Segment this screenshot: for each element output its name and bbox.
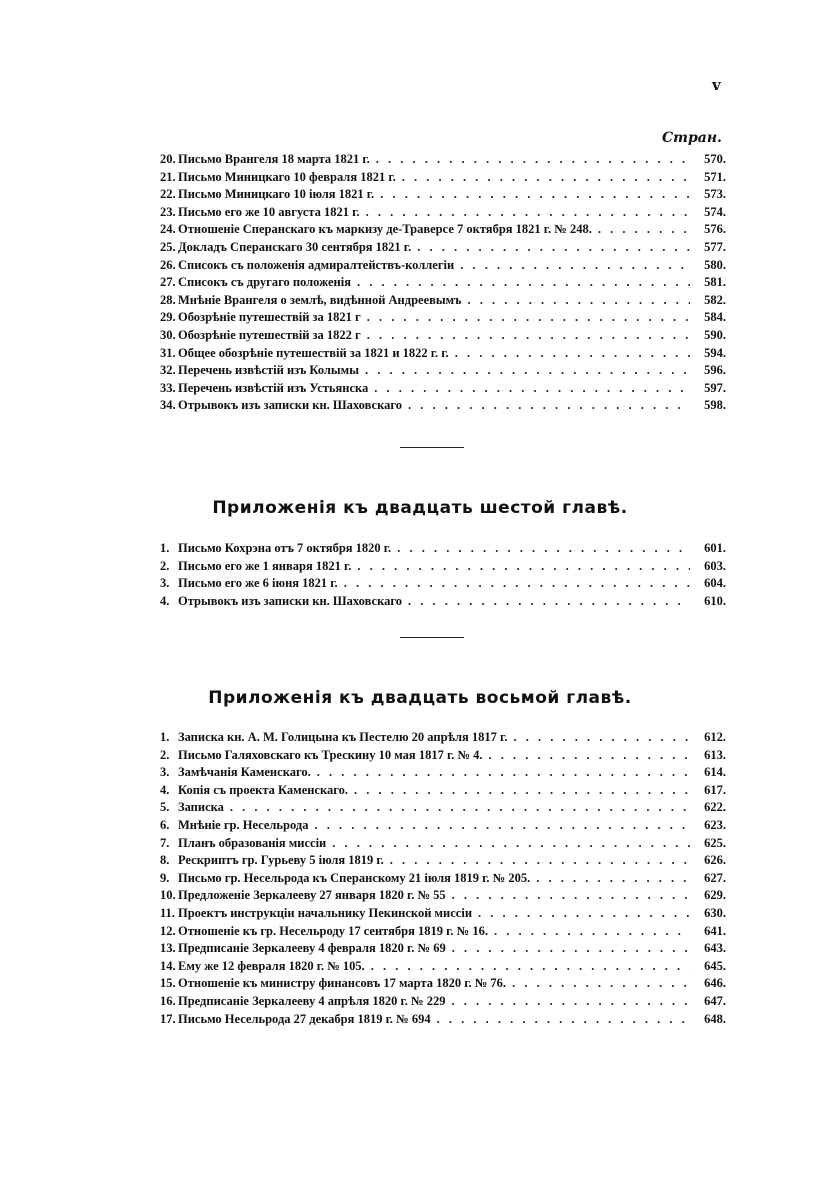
item-title: Письмо Галяховскаго къ Трескину 10 мая 1817 г. № 4. <box>178 747 483 762</box>
item-title: Мнѣніе Врангеля о землѣ, видѣнной Андреевымъ <box>178 292 462 307</box>
leader-dots <box>452 941 690 956</box>
leader-dots <box>344 576 690 591</box>
leader-dots <box>365 363 690 378</box>
item-page: 643. <box>704 941 726 956</box>
leader-dots <box>357 275 690 290</box>
leader-dots <box>598 222 690 237</box>
item-title: Общее обозрѣніе путешествій за 1821 и 1822 г. г. <box>178 345 449 360</box>
item-number: 12. <box>160 923 176 938</box>
item-title: Отношеніе Сперанскаго къ маркизу де-Траверсе 7 октября 1821 г. № 248. <box>178 222 592 237</box>
item-title: Проектъ инструкціи начальнику Пекинской миссіи <box>178 905 473 920</box>
item-title: Рескриптъ гр. Гурьеву 5 іюля 1819 г. <box>178 853 384 868</box>
toc-row <box>160 924 726 942</box>
item-number: 5. <box>160 800 170 815</box>
item-title: Ему же 12 февраля 1820 г. № 105. <box>178 958 365 973</box>
item-number: 29. <box>160 310 176 325</box>
toc-row <box>160 559 726 577</box>
item-title: Записка <box>178 800 224 815</box>
item-number: 10. <box>160 888 176 903</box>
item-title: Списокъ съ положенія адмиралтействъ-коллегіи <box>178 257 455 272</box>
leader-dots <box>494 924 690 939</box>
item-number: 25. <box>160 239 176 254</box>
leader-dots <box>374 381 690 396</box>
item-page: 630. <box>704 905 726 920</box>
item-title: Замѣчанія Каменскаго. <box>178 765 311 780</box>
item-page: 645. <box>704 958 726 973</box>
toc-row <box>160 783 726 801</box>
toc-row <box>160 398 726 416</box>
toc-row <box>160 187 726 205</box>
item-title: Письмо его же 1 января 1821 г. <box>178 558 352 573</box>
leader-dots <box>380 187 690 202</box>
toc-row <box>160 594 726 612</box>
toc-row <box>160 258 726 276</box>
item-page: 625. <box>704 835 726 850</box>
item-number: 34. <box>160 398 176 413</box>
item-page: 590. <box>704 327 726 342</box>
item-page: 584. <box>704 310 726 325</box>
item-page: 577. <box>704 239 726 254</box>
toc-row <box>160 541 726 559</box>
leader-dots <box>536 871 690 886</box>
leader-dots <box>376 152 690 167</box>
item-title: Письмо Врангеля 18 марта 1821 г. <box>178 152 370 166</box>
item-number: 15. <box>160 976 176 991</box>
item-title: Письмо Несельрода 27 декабря 1819 г. № 694 <box>178 1011 431 1026</box>
item-number: 4. <box>160 593 170 608</box>
leader-dots <box>452 888 690 903</box>
toc-row <box>160 818 726 836</box>
item-title: Мнѣніе гр. Несельрода <box>178 817 309 832</box>
item-title: Письмо Миницкаго 10 февраля 1821 г. <box>178 169 396 184</box>
item-number: 11. <box>160 905 175 920</box>
item-number: 8. <box>160 853 170 868</box>
item-page: 601. <box>704 541 726 555</box>
item-title: Списокъ съ другаго положенія <box>178 275 351 290</box>
item-number: 16. <box>160 993 176 1008</box>
item-number: 22. <box>160 187 176 202</box>
item-title: Отрывокъ изъ записки кн. Шаховскаго <box>178 398 402 413</box>
toc-row <box>160 888 726 906</box>
item-title: Отношеніе къ гр. Несельроду 17 сентября 1819 г. № 16. <box>178 923 488 938</box>
item-title: Перечень извѣстій изъ Устьянска <box>178 380 369 395</box>
toc-row <box>160 275 726 293</box>
item-page: 604. <box>704 576 726 591</box>
toc-row <box>160 959 726 977</box>
item-title: Записка кн. А. М. Голицына къ Пестелю 20 апрѣля 1817 г. <box>178 730 508 744</box>
item-page: 614. <box>704 765 726 780</box>
leader-dots <box>354 783 690 798</box>
leader-dots <box>437 1012 690 1027</box>
toc-row <box>160 152 726 170</box>
toc-row <box>160 730 726 748</box>
item-number: 28. <box>160 292 176 307</box>
item-number: 17. <box>160 1011 176 1026</box>
leader-dots <box>317 765 690 780</box>
item-number: 3. <box>160 765 170 780</box>
leader-dots <box>402 170 690 185</box>
toc-row <box>160 836 726 854</box>
item-page: 603. <box>704 558 726 573</box>
item-page: 641. <box>704 923 726 938</box>
item-title: Планъ образованія миссіи <box>178 835 327 850</box>
toc-row <box>160 576 726 594</box>
item-number: 9. <box>160 870 170 885</box>
section-divider <box>400 447 464 448</box>
item-page: 594. <box>704 345 726 360</box>
page-column-header: Стран. <box>662 130 722 146</box>
item-page: 598. <box>704 398 726 413</box>
item-page: 646. <box>704 976 726 991</box>
item-page: 573. <box>704 187 726 202</box>
item-number: 33. <box>160 380 176 395</box>
item-title: Копія съ проекта Каменскаго. <box>178 782 349 797</box>
toc-row <box>160 328 726 346</box>
leader-dots <box>513 730 690 745</box>
item-title: Письмо Кохрэна отъ 7 октября 1820 г. <box>178 541 392 555</box>
leader-dots <box>408 398 690 413</box>
toc-row <box>160 240 726 258</box>
item-page: 623. <box>704 817 726 832</box>
toc-row <box>160 381 726 399</box>
item-page: 626. <box>704 853 726 868</box>
leader-dots <box>467 293 690 308</box>
item-number: 27. <box>160 275 176 290</box>
item-page: 613. <box>704 747 726 762</box>
item-page: 582. <box>704 292 726 307</box>
item-page: 627. <box>704 870 726 885</box>
item-page: 622. <box>704 800 726 815</box>
toc-section-1 <box>160 152 726 416</box>
item-title: Отрывокъ изъ записки кн. Шаховскаго <box>178 593 402 608</box>
toc-row <box>160 1012 726 1030</box>
item-number: 13. <box>160 941 176 956</box>
item-page: 647. <box>704 993 726 1008</box>
leader-dots <box>512 976 690 991</box>
leader-dots <box>332 836 690 851</box>
item-title: Обозрѣніе путешествій за 1821 г <box>178 310 361 325</box>
toc-row <box>160 363 726 381</box>
leader-dots <box>397 541 690 556</box>
item-number: 1. <box>160 730 170 744</box>
section-divider <box>400 637 464 638</box>
toc-row <box>160 293 726 311</box>
item-page: 617. <box>704 782 726 797</box>
item-title: Обозрѣніе путешествій за 1822 г <box>178 327 361 342</box>
toc-row <box>160 976 726 994</box>
section-heading-28: Приложенія къ двадцать восьмой главѣ. <box>208 688 632 708</box>
leader-dots <box>408 594 690 609</box>
item-number: 4. <box>160 782 170 797</box>
toc-row <box>160 346 726 364</box>
item-number: 14. <box>160 958 176 973</box>
item-number: 32. <box>160 363 176 378</box>
toc-row <box>160 310 726 328</box>
toc-row <box>160 994 726 1012</box>
item-number: 3. <box>160 576 170 591</box>
leader-dots <box>371 959 690 974</box>
item-number: 21. <box>160 169 176 184</box>
item-number: 24. <box>160 222 176 237</box>
item-page: 581. <box>704 275 726 290</box>
toc-row <box>160 800 726 818</box>
leader-dots <box>314 818 690 833</box>
toc-row <box>160 748 726 766</box>
toc-section-2 <box>160 541 726 611</box>
page-number: v <box>712 76 721 94</box>
item-number: 31. <box>160 345 176 360</box>
section-heading-26: Приложенія къ двадцать шестой главѣ. <box>212 498 628 518</box>
leader-dots <box>460 258 690 273</box>
toc-row <box>160 906 726 924</box>
item-title: Предложеніе Зеркалееву 27 января 1820 г. № 55 <box>178 888 446 903</box>
toc-row <box>160 765 726 783</box>
item-title: Предписаніе Зеркалееву 4 апрѣля 1820 г. № 229 <box>178 993 446 1008</box>
leader-dots <box>451 994 690 1009</box>
item-number: 6. <box>160 817 170 832</box>
item-page: 571. <box>704 169 726 184</box>
item-number: 30. <box>160 327 176 342</box>
item-title: Письмо гр. Несельрода къ Сперанскому 21 іюля 1819 г. № 205. <box>178 870 531 885</box>
leader-dots <box>478 906 690 921</box>
toc-row <box>160 871 726 889</box>
leader-dots <box>390 853 690 868</box>
item-page: 610. <box>704 593 726 608</box>
item-page: 596. <box>704 363 726 378</box>
leader-dots <box>230 800 690 815</box>
leader-dots <box>489 748 690 763</box>
item-title: Предписаніе Зеркалееву 4 февраля 1820 г. № 69 <box>178 941 446 956</box>
toc-row <box>160 941 726 959</box>
leader-dots <box>455 346 690 361</box>
item-title: Письмо его же 10 августа 1821 г. <box>178 204 360 219</box>
item-page: 612. <box>704 730 726 744</box>
item-page: 629. <box>704 888 726 903</box>
leader-dots <box>367 328 690 343</box>
item-page: 580. <box>704 257 726 272</box>
toc-row <box>160 853 726 871</box>
item-number: 1. <box>160 541 170 555</box>
leader-dots <box>366 205 690 220</box>
toc-row <box>160 170 726 188</box>
item-number: 2. <box>160 747 170 762</box>
leader-dots <box>357 559 690 574</box>
leader-dots <box>417 240 690 255</box>
toc-row <box>160 222 726 240</box>
item-title: Докладъ Сперанскаго 30 сентября 1821 г. <box>178 239 412 254</box>
item-title: Отношеніе къ министру финансовъ 17 марта 1820 г. № 76. <box>178 976 507 991</box>
item-page: 597. <box>704 380 726 395</box>
item-number: 7. <box>160 835 170 850</box>
item-number: 23. <box>160 204 176 219</box>
item-title: Письмо Миницкаго 10 іюля 1821 г. <box>178 187 375 202</box>
item-page: 574. <box>704 204 726 219</box>
item-number: 26. <box>160 257 176 272</box>
toc-row <box>160 205 726 223</box>
leader-dots <box>367 310 690 325</box>
item-title: Перечень извѣстій изъ Колымы <box>178 363 359 378</box>
item-number: 20. <box>160 152 176 166</box>
item-number: 2. <box>160 558 170 573</box>
item-page: 570. <box>704 152 726 166</box>
toc-section-3 <box>160 730 726 1029</box>
item-page: 576. <box>704 222 726 237</box>
item-page: 648. <box>704 1011 726 1026</box>
item-title: Письмо его же 6 іюня 1821 г. <box>178 576 338 591</box>
